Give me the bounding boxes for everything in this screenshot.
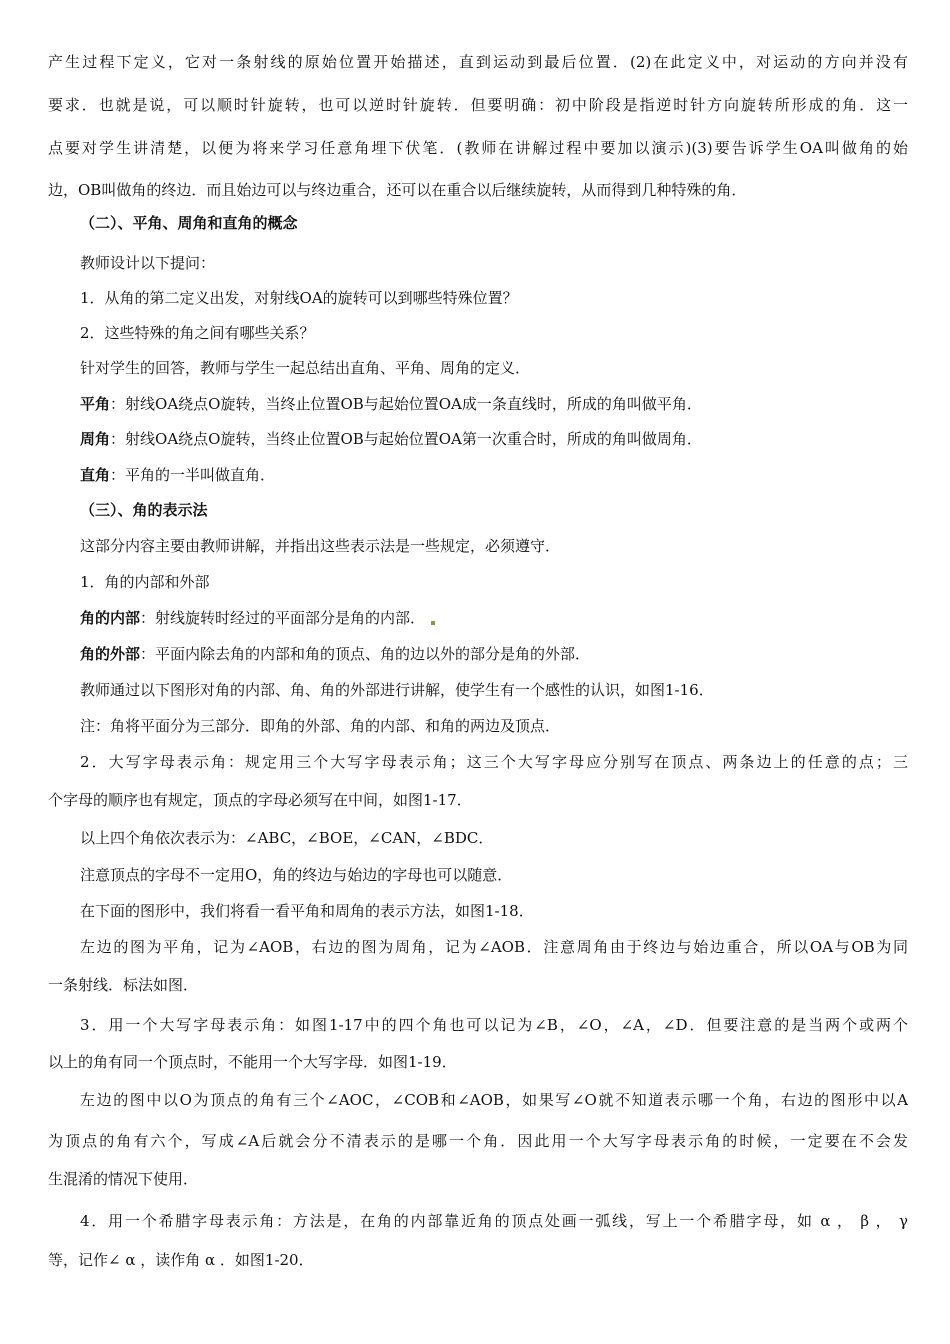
paragraph-item-2-line-1: 2．大写字母表示角：规定用三个大写字母表示角；这三个大写字母应分别写在顶点、两条边上的任意的点；三: [80, 753, 908, 771]
def-exterior: ：平面内除去角的内部和角的顶点、角的边以外的部分是角的外部．: [140, 645, 591, 663]
paragraph-item-3-line-1: 3．用一个大写字母表示角：如图1-17中的四个角也可以记为∠B，∠O，∠A，∠D．但要注意的是当两个或两个: [80, 1016, 908, 1034]
s2-question-1: 1．从角的第二定义出发，对射线OA的旋转可以到哪些特殊位置？: [80, 289, 518, 307]
dot-mark-icon: [431, 621, 435, 625]
term-right-angle: 直角: [80, 466, 111, 484]
def-right-angle: ：平角的一半叫做直角．: [110, 466, 276, 484]
paragraph-item-4-line-2: 等，记作∠ α ，读作角 α ．如图1-20．: [48, 1251, 314, 1269]
paragraph-line: 要求．也就是说，可以顺时针旋转，也可以逆时针旋转．但要明确：初中阶段是指逆时针方向旋转所形成的角．这一: [48, 96, 908, 114]
paragraph-fig-1-19-line-2: 为顶点的角有六个，写成∠A后就会分不清表示的是哪一个角．因此用一个大写字母表示角的时候，一定要在不会发: [48, 1132, 908, 1150]
paragraph-item-4-line-1: 4．用一个希腊字母表示角：方法是，在角的内部靠近角的顶点处画一弧线，写上一个希腊字母，如 α ， β ， γ: [80, 1212, 908, 1230]
definition-right-angle: [80, 465, 908, 485]
definition-round-angle: [80, 429, 908, 449]
term-interior: 角的内部: [80, 609, 141, 627]
def-round-angle: ：射线OA绕点O旋转，当终止位置OB与起始位置OA第一次重合时，所成的角叫做周角．: [110, 430, 702, 448]
s2-intro: 教师设计以下提问：: [80, 254, 216, 272]
paragraph-flat-round-line-2: 一条射线．标法如图．: [48, 976, 199, 994]
term-flat-angle: 平角: [80, 395, 111, 413]
paragraph-item-3-line-2: 以上的角有同一个顶点时，不能用一个大写字母．如图1-19．: [48, 1053, 457, 1071]
paragraph-line: 点要对学生讲清楚，以便为将来学习任意角埋下伏笔．(教师在讲解过程中要加以演示)(3)要告诉学生OA叫做角的始: [48, 139, 908, 157]
paragraph-line: 边，OB叫做角的终边．而且始边可以与终边重合，还可以在重合以后继续旋转，从而得到几种特殊的角．: [48, 181, 747, 199]
definition-exterior: [80, 644, 908, 664]
term-exterior: 角的外部: [80, 645, 141, 663]
paragraph-vertex-note: 注意顶点的字母不一定用O，角的终边与始边的字母也可以随意．: [80, 866, 513, 884]
paragraph-line: 产生过程下定义，它对一条射线的原始位置开始描述，直到运动到最后位置．(2)在此定义中，对运动的方向并没有: [48, 53, 908, 71]
paragraph-note: 注：角将平面分为三部分．即角的外部、角的内部、和角的两边及顶点．: [80, 717, 561, 735]
s3-intro: 这部分内容主要由教师讲解，并指出这些表示法是一些规定，必须遵守．: [80, 537, 561, 555]
paragraph-fig-1-16: 教师通过以下图形对角的内部、角、角的外部进行讲解，使学生有一个感性的认识，如图1-16．: [80, 681, 714, 699]
s3-item-1: 1．角的内部和外部: [80, 573, 210, 591]
s2-summary: 针对学生的回答，教师与学生一起总结出直角、平角、周角的定义．: [80, 359, 531, 377]
paragraph-item-2-line-2: 个字母的顺序也有规定，顶点的字母必须写在中间，如图1-17．: [48, 791, 472, 809]
paragraph-fig-1-19-line-1: 左边的图中以O为顶点的角有三个∠AOC，∠COB和∠AOB，如果写∠O就不知道表示哪一个角，右边的图形中以A: [80, 1091, 908, 1109]
paragraph-four-angles: 以上四个角依次表示为：∠ABC，∠BOE，∠CAN，∠BDC．: [80, 829, 494, 847]
section-heading-3: （三）、角的表示法: [80, 501, 208, 519]
paragraph-fig-1-19-line-3: 生混淆的情况下使用．: [48, 1170, 199, 1188]
paragraph-flat-round-line-1: 左边的图为平角，记为∠AOB，右边的图为周角，记为∠AOB．注意周角由于终边与始边重合，所以OA与OB为同: [80, 938, 908, 956]
def-interior: ：射线旋转时经过的平面部分是角的内部．: [140, 609, 426, 627]
section-heading-2: （二）、平角、周角和直角的概念: [80, 214, 298, 232]
definition-flat-angle: [80, 394, 908, 414]
paragraph-fig-1-18: 在下面的图形中，我们将看一看平角和周角的表示方法，如图1-18．: [80, 902, 534, 920]
definition-interior: [80, 608, 908, 628]
term-round-angle: 周角: [80, 430, 111, 448]
s2-question-2: 2．这些特殊的角之间有哪些关系？: [80, 324, 315, 342]
def-flat-angle: ：射线OA绕点O旋转，当终止位置OB与起始位置OA成一条直线时，所成的角叫做平角．: [110, 395, 702, 413]
